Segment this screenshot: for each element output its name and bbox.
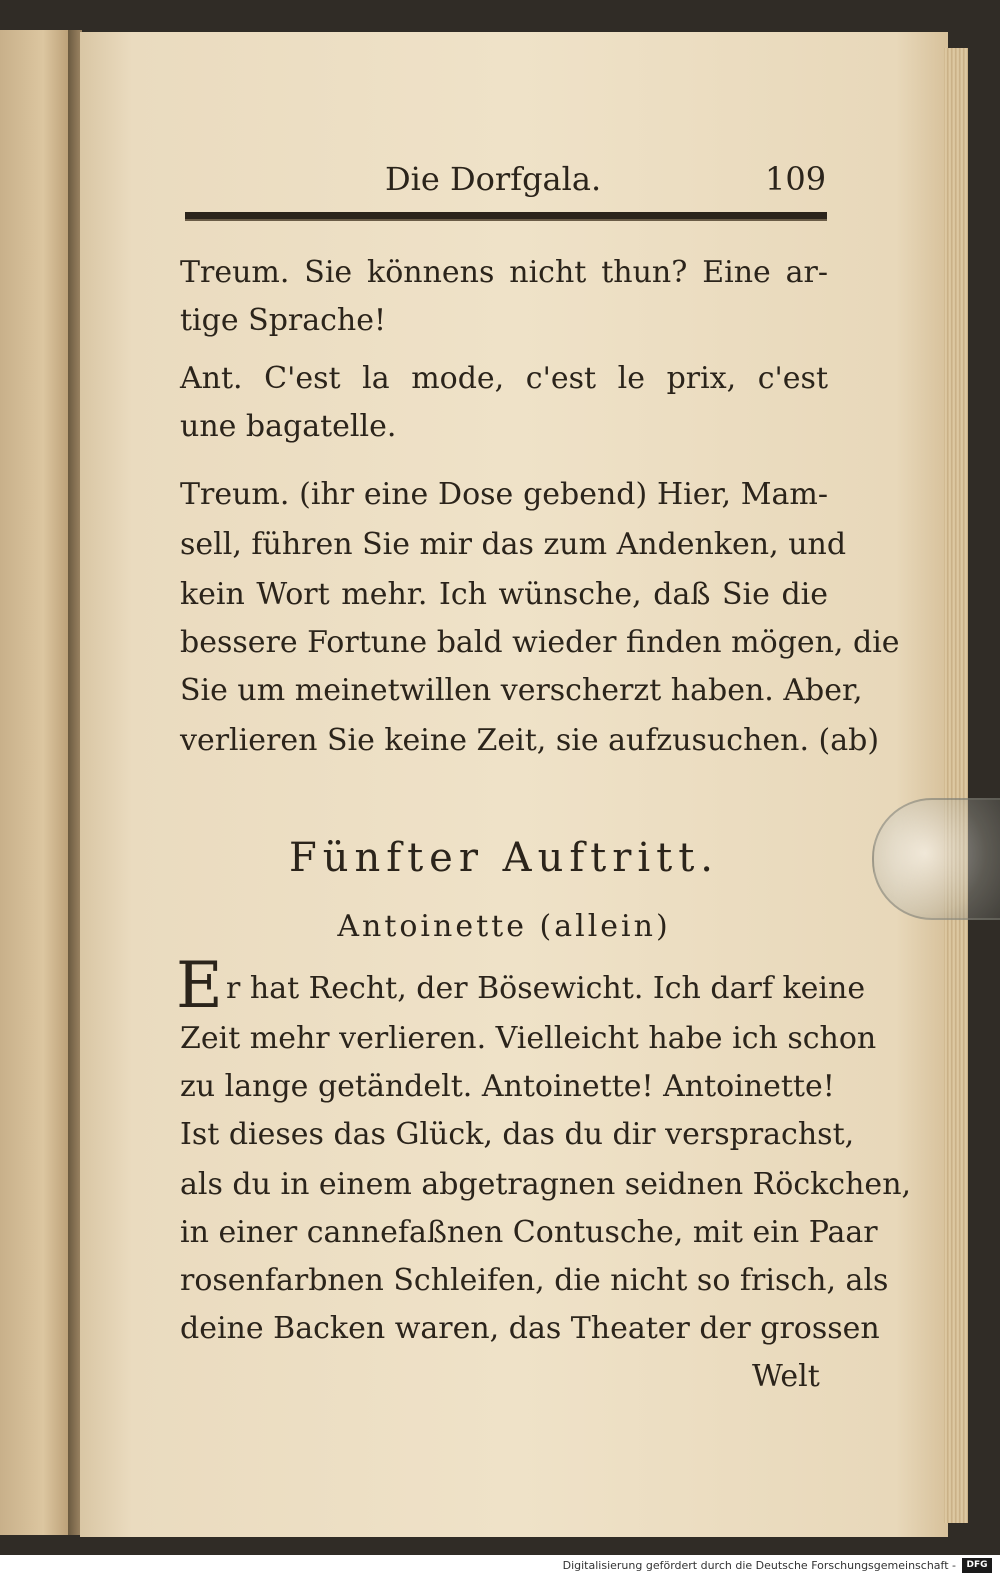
text-line: kein Wort mehr. Ich wünsche, daß Sie die xyxy=(180,577,828,612)
text-line: tige Sprache! xyxy=(180,303,387,338)
text-line: verlieren Sie keine Zeit, sie aufzusuchen. (ab) xyxy=(180,723,880,758)
text-line: rosenfarbnen Schleifen, die nicht so frisch, als xyxy=(180,1263,889,1298)
text-line: Sie um meinetwillen verscherzt haben. Aber, xyxy=(180,673,863,708)
text-line: Ant. C'est la mode, c'est le prix, c'est xyxy=(180,361,828,396)
page-number: 109 xyxy=(765,160,827,198)
text-line: Treum. Sie könnens nicht thun? Eine ar- xyxy=(180,255,828,290)
text-line: sell, führen Sie mir das zum Andenken, und xyxy=(180,527,847,562)
text-line: une bagatelle. xyxy=(180,409,397,444)
text-line: deine Backen waren, das Theater der grossen xyxy=(180,1311,880,1346)
footer-credit: Digitalisierung gefördert durch die Deutsche Forschungsgemeinschaft - xyxy=(562,1559,956,1572)
text-line: bessere Fortune bald wieder finden mögen, die xyxy=(180,625,900,660)
text-line: in einer cannefaßnen Contusche, mit ein Paar xyxy=(180,1215,878,1250)
scene-cast: Antoinette (allein) xyxy=(337,909,671,944)
scene-heading: Fünfter Auftritt. xyxy=(289,835,719,881)
page-edges xyxy=(944,48,968,1523)
text-line: Treum. (ihr eine Dose gebend) Hier, Mam- xyxy=(180,477,828,512)
text-line: Zeit mehr verlieren. Vielleicht habe ich schon xyxy=(180,1021,877,1056)
page-clip-icon xyxy=(872,798,1000,920)
text-line: zu lange getändelt. Antoinette! Antoinette! xyxy=(180,1069,835,1104)
text-line: als du in einem abgetragnen seidnen Röckchen, xyxy=(180,1167,912,1202)
dfg-logo-icon: DFG xyxy=(962,1558,992,1573)
text-line: Ist dieses das Glück, das du dir versprachst, xyxy=(180,1117,855,1152)
left-page-edge xyxy=(0,30,72,1535)
running-title: Die Dorfgala. xyxy=(385,160,602,198)
catchword: Welt xyxy=(752,1359,820,1394)
text-line: r hat Recht, der Bösewicht. Ich darf keine xyxy=(226,971,866,1006)
drop-cap: E xyxy=(176,949,223,1023)
header-rule xyxy=(185,212,827,221)
